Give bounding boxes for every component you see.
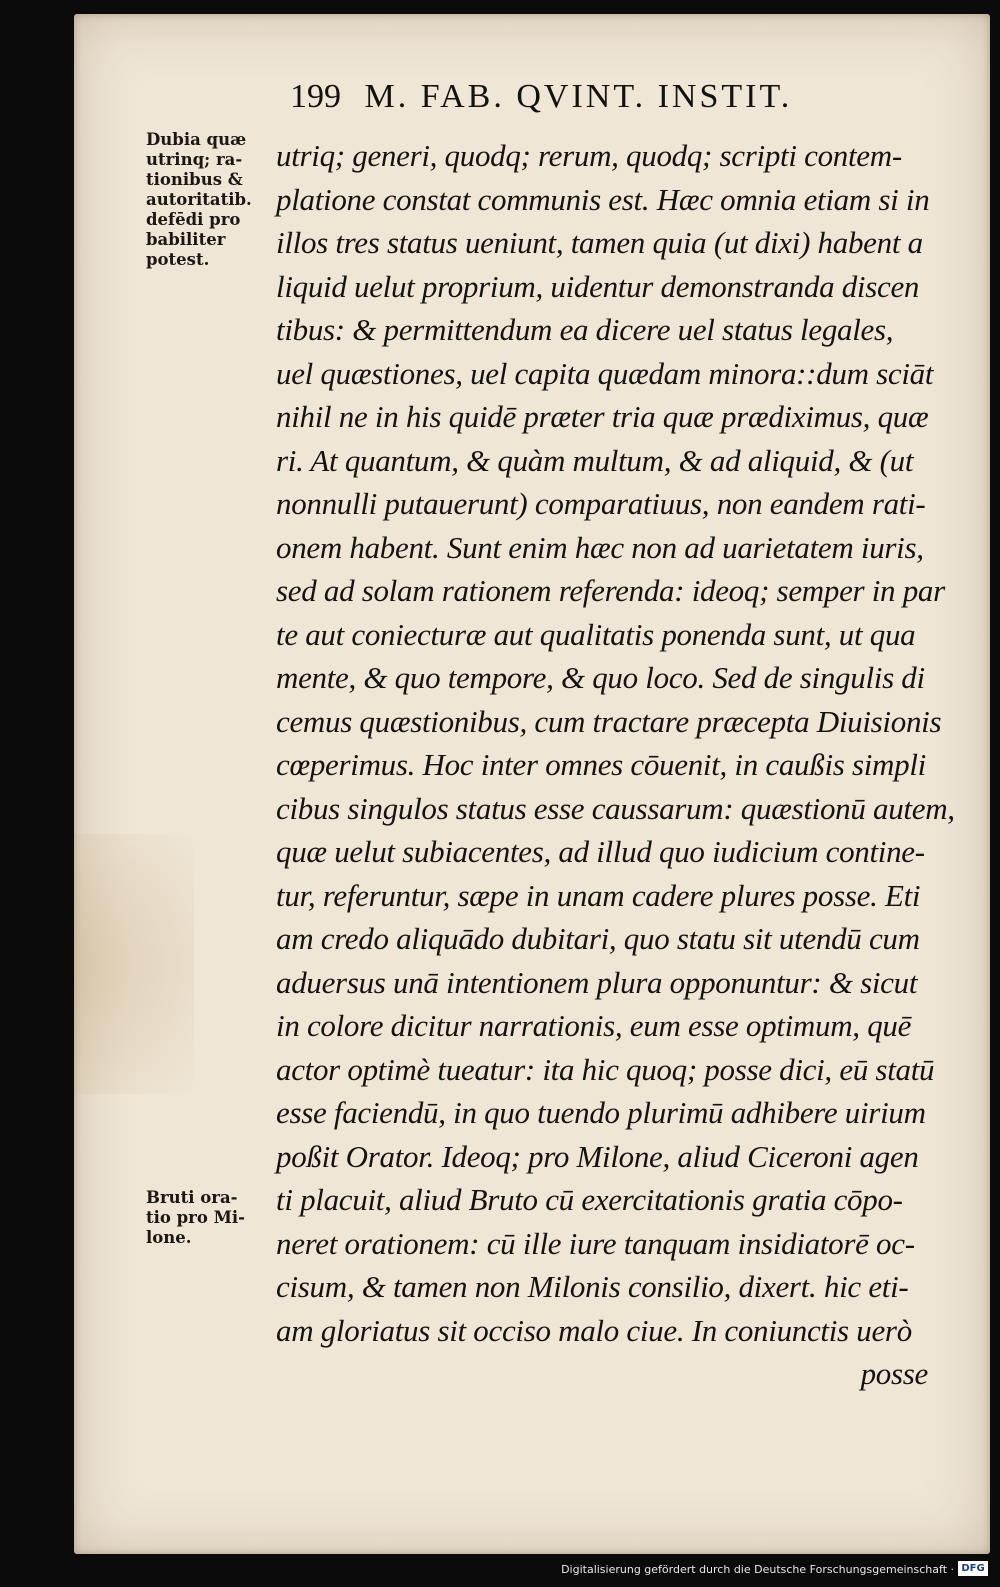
text-line: cemus quæstionibus, cum tractare præcepta Diuisionis [276,703,942,739]
text-line: cisum, & tamen non Milonis consilio, dixert. hic eti- [276,1269,909,1304]
text-line: nonnulli putauerunt) comparatiuus, non eandem rati- [276,486,926,521]
text-line: in colore dicitur narrationis, eum esse optimum, quē [276,1008,912,1043]
text-line: mente, & quo tempore, & quo loco. Sed de singulis di [276,660,925,695]
margin-note-line: defēdi pro [146,210,241,229]
text-line: esse faciendū, in quo tuendo plurimū adhibere uirium [276,1095,926,1130]
margin-note-line: utrinq; ra- [146,150,243,169]
text-line: actor optimè tueatur: ita hic quoq; posse dici, eū statū [276,1051,935,1087]
running-header [290,78,910,116]
page-number: 199 [290,78,341,115]
text-line: platione constat communis est. Hæc omnia etiam si in [276,181,930,217]
text-line: neret orationem: cū ille iure tanquam insidiatorē oc- [276,1225,915,1261]
text-line: te aut coniecturæ aut qualitatis ponenda sunt, ut qua [276,616,916,652]
text-line: illos tres status ueniunt, tamen quia (ut dixi) habent a [276,225,923,260]
text-line: aduersus unā intentionem plura opponuntur: & sicut [276,964,918,1000]
text-line: poßit Orator. Ideoq; pro Milone, aliud Ciceroni agen [276,1138,919,1174]
margin-note-bruti [146,1188,276,1248]
margin-note-line: potest. [146,250,210,269]
margin-note-dubia [146,130,276,270]
text-line: liquid uelut proprium, uidentur demonstranda discen [276,268,920,304]
text-line: cœperimus. Hoc inter omnes cōuenit, in caußis simpli [276,747,926,782]
text-line: onem habent. Sunt enim hæc non ad uarietatem iuris, [276,529,924,565]
text-line: quæ uelut subiacentes, ad illud quo iudicium contine- [276,834,925,869]
text-line: tibus: & permittendum ea dicere uel status legales, [276,312,894,347]
text-line: sed ad solam rationem referenda: ideoq; semper in par [276,573,945,608]
footer-bar [0,1556,1000,1587]
text-line: am gloriatus sit occiso malo ciue. In coniunctis uerò [276,1312,912,1348]
margin-note-line: tio pro Mi- [146,1208,245,1227]
text-line: cibus singulos status esse caussarum: quæstionū autem, [276,790,955,826]
margin-note-line: Dubia quæ [146,130,247,149]
funding-credit: Digitalisierung gefördert durch die Deutsche Forschungsgemeinschaft · [561,1563,954,1576]
text-line: ri. At quantum, & quàm multum, & ad aliquid, & (ut [276,442,914,478]
margin-note-line: tionibus & [146,170,243,189]
margin-note-line: lone. [146,1228,192,1247]
margin-note-line: autoritatib. [146,190,252,209]
margin-note-line: babiliter [146,230,226,249]
text-line: uel quæstiones, uel capita quædam minora::dum sciāt [276,355,934,391]
text-line: nihil ne in his quidē præter tria quæ prædiximus, quæ [276,399,929,434]
running-title: M. FAB. QVINT. INSTIT. [364,78,793,115]
text-line: tur, referuntur, sæpe in unam cadere plures posse. Eti [276,877,921,913]
margin-note-line: Bruti ora- [146,1188,238,1207]
paper-stain [74,834,194,1094]
text-line: ti placuit, aliud Bruto cū exercitationis gratia cōpo- [276,1182,903,1217]
dfg-logo-icon: DFG [958,1561,988,1576]
catchword: posse [860,1356,928,1391]
text-line: utriq; generi, quodq; rerum, quodq; scripti contem- [276,138,902,173]
main-text-block [276,134,955,1396]
text-line: am credo aliquādo dubitari, quo statu sit utendū cum [276,921,920,956]
